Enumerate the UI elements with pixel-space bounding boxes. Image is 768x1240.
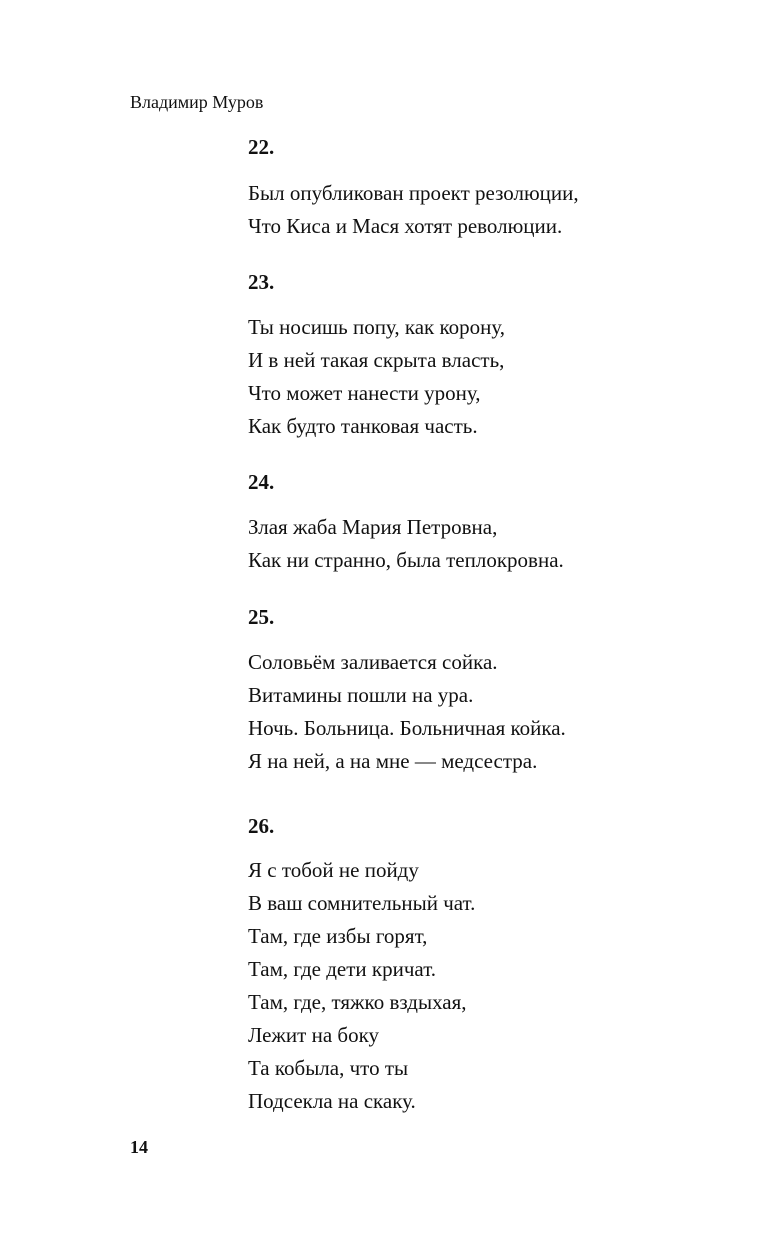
poem-line: Злая жаба Мария Петровна,	[248, 515, 498, 539]
poem-line: Соловьём заливается сойка.	[248, 650, 498, 674]
poem-line: Как будто танковая часть.	[248, 414, 478, 438]
poem-line: В ваш сомнительный чат.	[248, 891, 476, 915]
poem-line: Лежит на боку	[248, 1023, 379, 1047]
poem-number: 24.	[248, 470, 275, 494]
poem-line: Ночь. Больница. Больничная койка.	[248, 716, 566, 740]
poem-line: И в ней такая скрыта власть,	[248, 348, 505, 372]
poem-line: Та кобыла, что ты	[248, 1056, 409, 1080]
running-head-author: Владимир Муров	[130, 92, 264, 112]
poem-line: Ты носишь попу, как корону,	[248, 315, 506, 339]
poem-line: Я с тобой не пойду	[248, 858, 419, 882]
poem-line: Там, где, тяжко вздыхая,	[248, 990, 467, 1014]
poem-number: 22.	[248, 135, 275, 159]
poem-line: Что Киса и Мася хотят революции.	[248, 214, 563, 238]
poem-line: Витамины пошли на ура.	[248, 683, 474, 707]
poem-line: Там, где избы горят,	[248, 924, 428, 948]
poem-number: 23.	[248, 270, 275, 294]
poem-line: Подсекла на скаку.	[248, 1089, 416, 1113]
poem-line: Как ни странно, была теплокровна.	[248, 548, 564, 572]
poem-line: Что может нанести урону,	[248, 381, 481, 405]
poem-number: 26.	[248, 814, 275, 838]
poem-number: 25.	[248, 605, 275, 629]
poem-line: Был опубликован проект резолюции,	[248, 181, 579, 205]
page-number: 14	[130, 1137, 148, 1157]
poem-line: Там, где дети кричат.	[248, 957, 437, 981]
poem-line: Я на ней, а на мне — медсестра.	[248, 749, 538, 773]
